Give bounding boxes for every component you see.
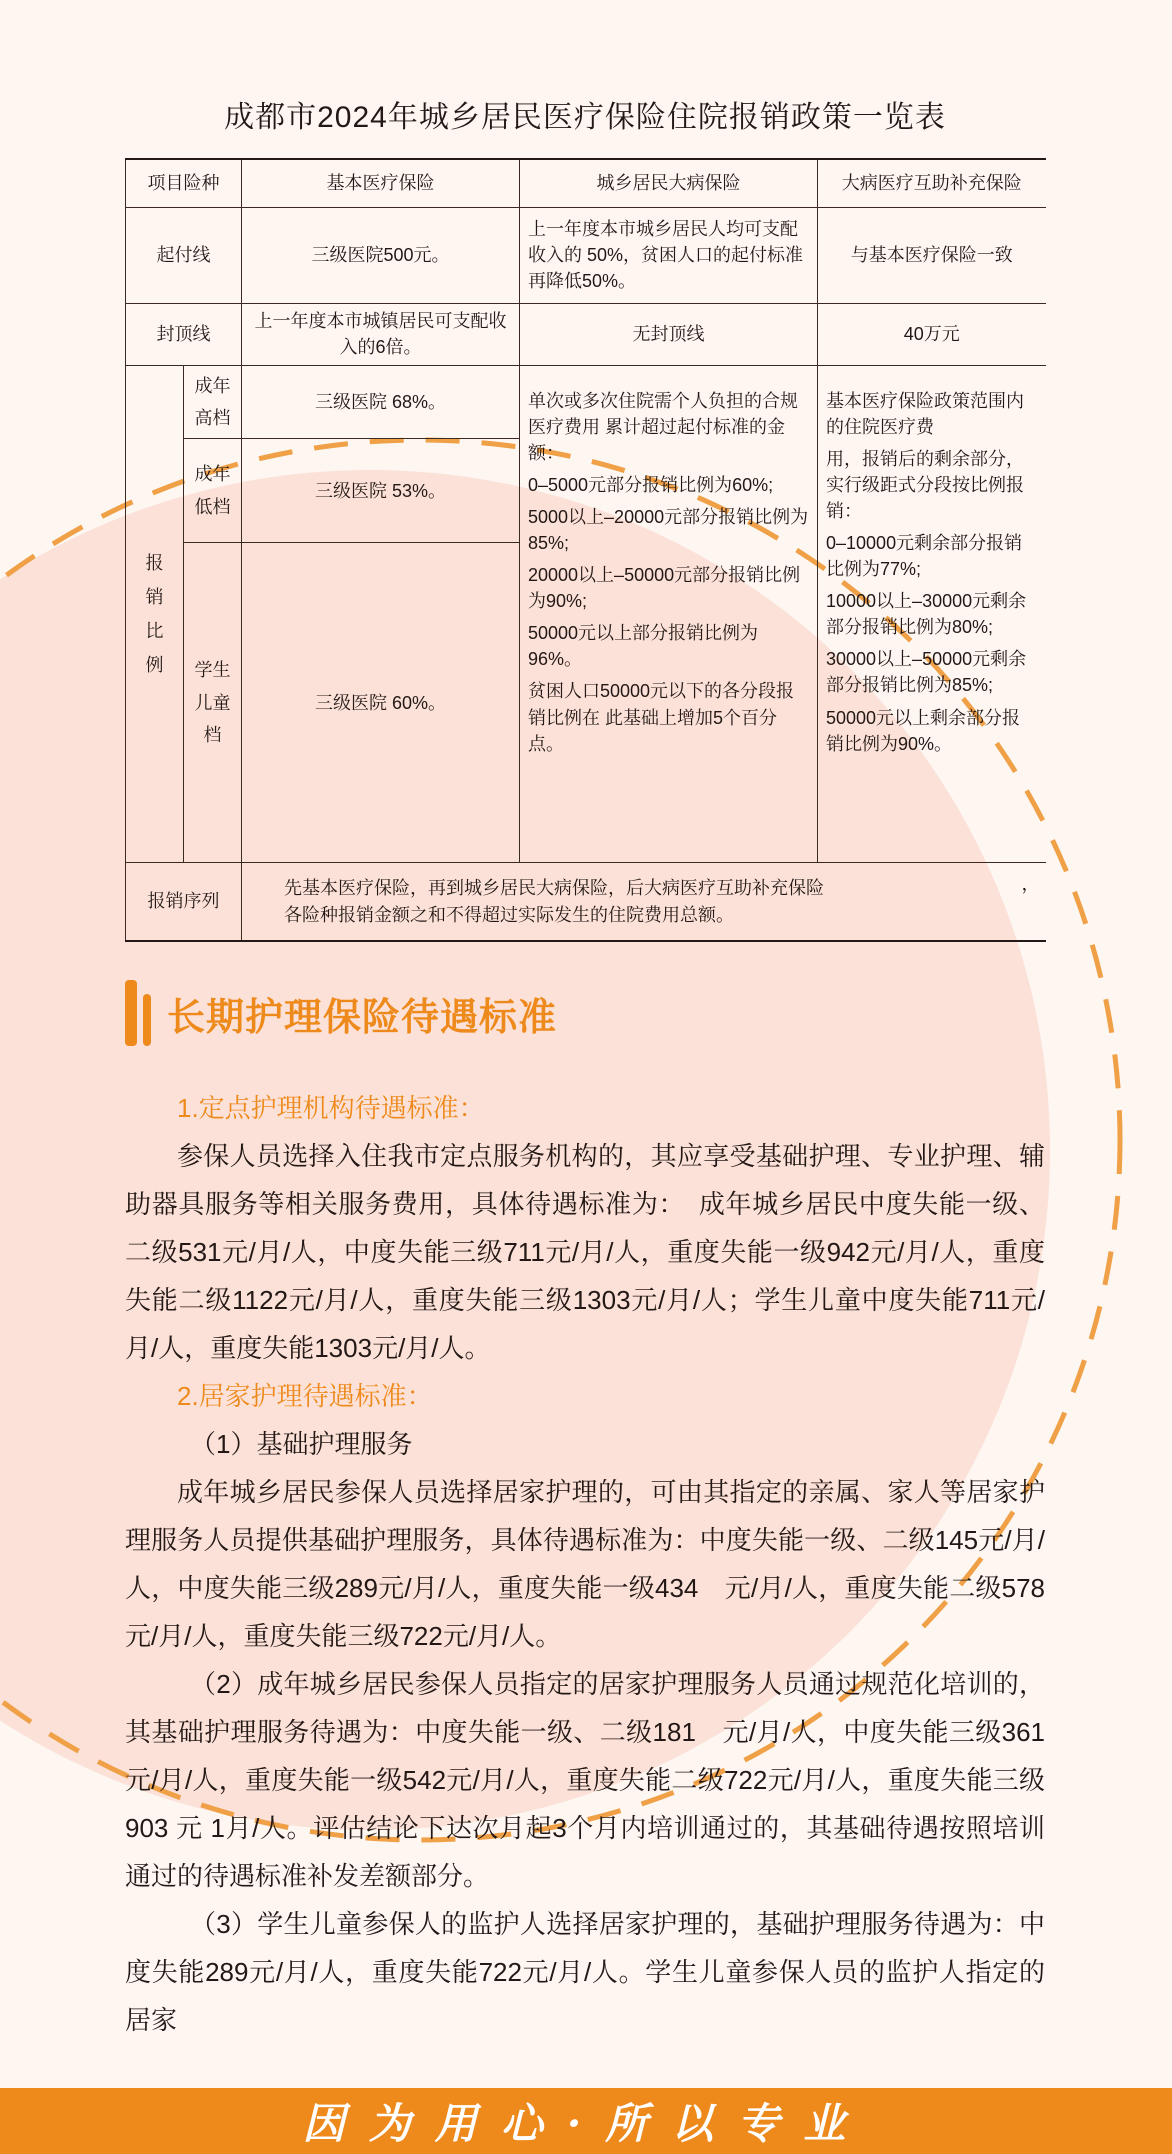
row-label-sequence: 报销序列: [126, 863, 242, 941]
critical-line: 20000以上–50000元部分报销比例为90%;: [528, 565, 801, 612]
row-label-deductible: 起付线: [126, 207, 242, 303]
tier-value-low: 三级医院 53%。: [242, 439, 520, 543]
header-critical: 城乡居民大病保险: [520, 159, 818, 207]
heading-bars-icon: [125, 980, 151, 1046]
deductible-basic: 三级医院500元。: [242, 207, 520, 303]
header-basic: 基本医疗保险: [242, 159, 520, 207]
mutual-line: 10000以上–30000元剩余部分报销比例为80%;: [826, 591, 1027, 638]
critical-line: 5000以上–20000元部分报销比例为85%;: [528, 506, 809, 553]
sequence-note: [242, 863, 1046, 941]
paragraph-student-guardian: （3）学生儿童参保人的监护人选择居家护理的，基础护理服务待遇为：中度失能289元/月/人，重度失能722元/月/人。学生儿童参保人员的监护人指定的居家: [125, 1909, 1045, 2035]
critical-line: 50000元以上部分报销比例为96%。: [528, 623, 759, 670]
mutual-line: 用，报销后的剩余部分，实行级距式分段按比例报销：: [826, 448, 1024, 521]
sequence-line-2: 各险种报销金额之和不得超过实际发生的住院费用总额。: [284, 904, 734, 925]
table-row-deductible: [126, 207, 1046, 303]
ratio-mutual: [818, 365, 1046, 863]
page-title: 成都市2024年城乡居民医疗保险住院报销政策一览表: [224, 101, 946, 134]
table-row-sequence: [126, 863, 1046, 941]
section-heading: [125, 978, 557, 1048]
paragraph-trained-caregiver: （2）成年城乡居民参保人员指定的居家护理服务人员通过规范化培训的，其基础护理服务待遇为：中度失能一级、二级181 元/月/人，中度失能三级361 元/月/人，重度失能一级542元/月/人，重度失能二级722元/月/人，重度失能三级903 元 1月/人。评估结论下达次月起3个月内培训通过的，其基础待遇按照培训通过的待遇标准补发差额部分。: [125, 1669, 1045, 1891]
paragraph-institution: 参保人员选择入住我市定点服务机构的，其应享受基础护理、专业护理、辅助器具服务等相关服务费用，具体待遇标准为： 成年城乡居民中度失能一级、二级531元/月/人，中度失能三级711元/月/人，重度失能一级942元/月/人，重度 失能二级1122元/月/人，重度失能三级1303元/月/人；学生儿童中度失能711元/月/人，重度失能1303元/月/人。: [125, 1141, 1072, 1363]
mutual-line: 基本医疗保险政策范围内的住院医疗费: [826, 390, 1024, 437]
footer-banner: [0, 2088, 1172, 2154]
tier-label-student: [184, 543, 242, 863]
policy-table: [125, 158, 1046, 942]
footer-slogan: 因为用心·所以专业: [302, 2099, 870, 2148]
tier-high-text: 成年高档: [194, 375, 231, 428]
section-title: 长期护理保险待遇标准: [167, 996, 558, 1039]
section-body: [125, 1084, 1072, 2044]
critical-line: 贫困人口50000元以下的各分段报销比例在 此基础上增加5个百分点。: [528, 681, 795, 754]
table-header-row: [126, 159, 1046, 207]
tier-low-text: 成年低档: [194, 464, 231, 517]
tier-label-high: [184, 365, 242, 439]
paragraph-basic-care: 成年城乡居民参保人员选择居家护理的，可由其指定的亲属、家人等居家护理服务人员提供基础护理服务，具体待遇标准为：中度失能一级、二级145元/月/人，中度失能三级289元/月/人，重度失能一级434 元/月/人，重度失能二级578 元/月/人，重度失能三级722元/月/人。: [125, 1477, 1046, 1651]
cap-mutual: 40万元: [818, 303, 1046, 365]
deductible-mutual: 与基本医疗保险一致: [818, 207, 1046, 303]
critical-line: 0–5000元部分报销比例为60%;: [528, 474, 774, 495]
row-label-ratio: [126, 365, 184, 863]
mutual-line: 50000元以上剩余部分报销比例为90%。: [826, 707, 1021, 754]
row-label-cap: 封顶线: [126, 303, 242, 365]
document-page: [125, 0, 1072, 2035]
ratio-label-text: 报销比例: [145, 552, 164, 676]
table-row-ratio-high: [126, 365, 1046, 439]
tier-value-student: 三级医院 60%。: [242, 543, 520, 863]
sequence-line-1: 先基本医疗保险，再到城乡居民大病保险，后大病医疗互助补充保险: [284, 878, 824, 899]
deductible-critical: 上一年度本市城乡居民人均可支配收入的 50%，贫困人口的起付标准再降低50%。: [520, 207, 818, 303]
ratio-critical: [520, 365, 818, 863]
item-basic-care: （1）基础护理服务: [190, 1429, 413, 1459]
mutual-line: 0–10000元剩余部分报销比例为77%;: [826, 532, 1023, 580]
cap-critical: 无封顶线: [520, 303, 818, 365]
mutual-line: 30000以上–50000元剩余部分报销比例为85%;: [826, 649, 1027, 696]
sequence-comma: ，: [1021, 874, 1040, 895]
cap-basic: 上一年度本市城镇居民可支配收入的6倍。: [242, 303, 520, 365]
subheading-institution: 1.定点护理机构待遇标准：: [177, 1093, 485, 1123]
header-item: 项目险种: [126, 159, 242, 207]
subheading-home-care: 2.居家护理待遇标准：: [177, 1381, 433, 1411]
tier-value-high: 三级医院 68%。: [242, 365, 520, 439]
header-mutual: 大病医疗互助补充保险: [818, 159, 1046, 207]
tier-student-text: 学生儿童档: [194, 660, 231, 745]
table-row-cap: [126, 303, 1046, 365]
tier-label-low: [184, 439, 242, 543]
critical-line: 单次或多次住院需个人负担的合规医疗费用 累计超过起付标准的金额：: [528, 390, 798, 463]
